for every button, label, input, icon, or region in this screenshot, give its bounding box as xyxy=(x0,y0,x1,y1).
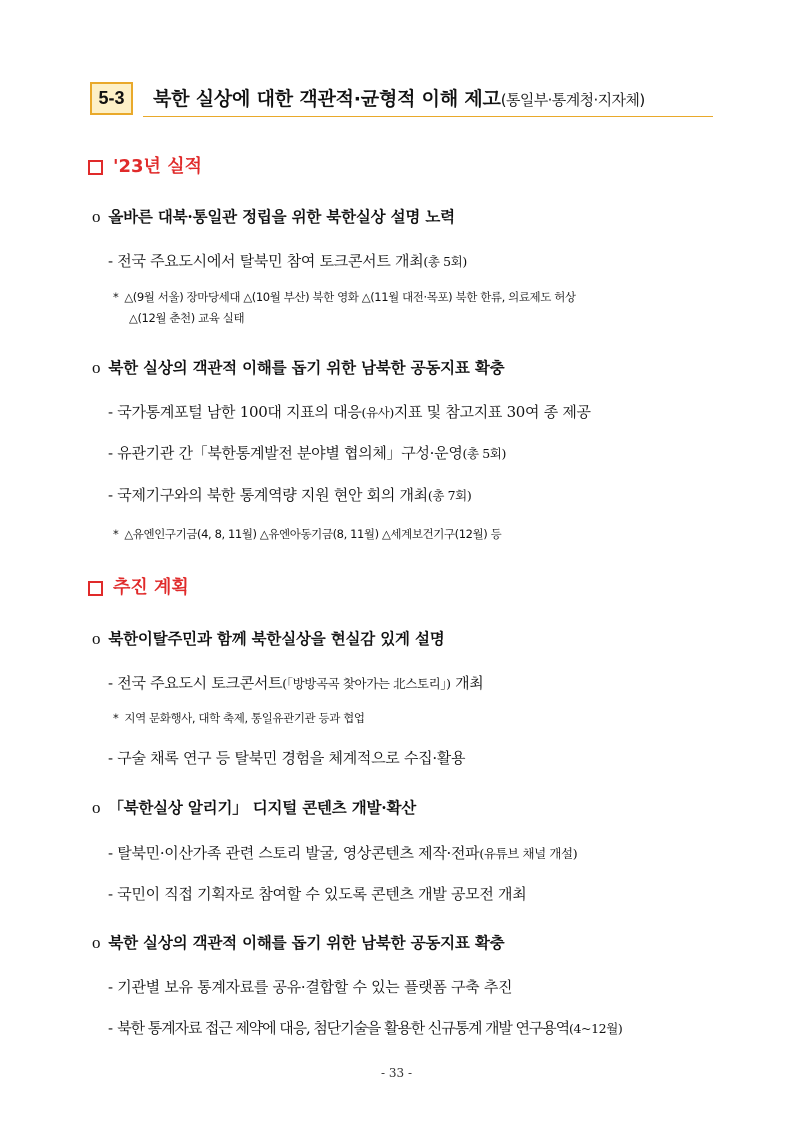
item-text: 북한 통계자료 접근 제약에 대응, 첨단기술을 활용한 신규통계 개발 연구용역 xyxy=(117,1019,570,1037)
footnote xyxy=(113,524,501,545)
footnote xyxy=(113,708,365,729)
item-text: 국민이 직접 기획자로 참여할 수 있도록 콘텐츠 개발 공모전 개최 xyxy=(117,885,527,903)
footnote-text: 지역 문화행사, 대학 축제, 통일유관기관 등과 협업 xyxy=(124,711,365,725)
item-inline-note: (유사) xyxy=(361,405,394,420)
dash-marker: - xyxy=(108,486,113,504)
bullet-text: 올바른 대북·통일관 정립을 위한 북한실상 설명 노력 xyxy=(108,207,455,226)
bullet-item xyxy=(92,355,504,381)
list-item xyxy=(108,974,512,1000)
list-item xyxy=(108,482,471,508)
item-text: 기관별 보유 통계자료를 공유·결합할 수 있는 플랫폼 구축 추진 xyxy=(117,978,513,996)
footnote-marker: * xyxy=(113,290,119,304)
bullet-item xyxy=(92,626,445,652)
item-text: 전국 주요도시 토크콘서트 xyxy=(117,674,283,692)
bullet-text: 북한이탈주민과 함께 북한실상을 현실감 있게 설명 xyxy=(108,629,445,648)
item-text: 지표 및 참고지표 30여 종 제공 xyxy=(393,403,591,421)
title-agencies: (통일부·통계청·지자체) xyxy=(500,91,645,109)
list-item xyxy=(108,399,591,425)
dash-marker: - xyxy=(108,1019,113,1037)
section-number-badge: 5-3 xyxy=(90,82,133,115)
item-inline-note: (「방방곡곡 찾아가는 北스토리」) xyxy=(282,676,451,691)
item-suffix: (총 5회) xyxy=(462,446,506,461)
header-divider xyxy=(143,116,713,117)
footnote-text: △(9월 서울) 장마당세대 △(10월 부산) 북한 영화 △(11월 대전·목포) 북한 한류, 의료제도 허상 xyxy=(124,290,576,304)
list-item xyxy=(108,440,506,466)
item-text: 구술 채록 연구 등 탈북민 경험을 체계적으로 수집·활용 xyxy=(117,749,466,767)
item-text: 개최 xyxy=(450,674,484,692)
dash-marker: - xyxy=(108,978,113,996)
list-item xyxy=(108,840,577,866)
footnote xyxy=(113,287,576,329)
page-number: - 33 - xyxy=(380,1066,412,1080)
item-text: 탈북민·이산가족 관련 스토리 발굴, 영상콘텐츠 제작·전파 xyxy=(117,844,480,862)
item-text: 국제기구와의 북한 통계역량 지원 현안 회의 개최 xyxy=(117,486,428,504)
footnote-marker: * xyxy=(113,527,119,541)
bullet-marker: o xyxy=(92,798,101,817)
footnote-text: △유엔인구기금(4, 8, 11월) △유엔아동기금(8, 11월) △세계보건기구(12월) 등 xyxy=(124,527,502,541)
list-item xyxy=(108,881,526,907)
bullet-item xyxy=(92,204,455,230)
item-suffix: (총 7회) xyxy=(427,488,472,503)
item-suffix: (유튜브 채널 개설) xyxy=(479,846,578,861)
dash-marker: - xyxy=(108,252,113,270)
dash-marker: - xyxy=(108,403,113,421)
bullet-text: 「북한실상 알리기」 디지털 콘텐츠 개발·확산 xyxy=(108,798,417,817)
section-heading-label: 추진 계획 xyxy=(113,577,189,598)
dash-marker: - xyxy=(108,444,113,462)
item-text: 전국 주요도시에서 탈북민 참여 토크콘서트 개최 xyxy=(117,252,424,270)
checkbox-icon xyxy=(88,581,103,596)
dash-marker: - xyxy=(108,674,113,692)
section-heading-label: '23년 실적 xyxy=(113,156,202,177)
dash-marker: - xyxy=(108,844,113,862)
dash-marker: - xyxy=(108,749,113,767)
bullet-text: 북한 실상의 객관적 이해를 돕기 위한 남북한 공동지표 확충 xyxy=(108,933,505,952)
footnote-marker: * xyxy=(113,711,119,725)
list-item xyxy=(108,670,483,696)
bullet-text: 북한 실상의 객관적 이해를 돕기 위한 남북한 공동지표 확충 xyxy=(108,358,505,377)
bullet-item xyxy=(92,930,504,956)
footnote-text: △(12월 춘천) 교육 실태 xyxy=(129,311,245,325)
section-heading-plan xyxy=(88,574,189,602)
item-suffix: (총 5회) xyxy=(423,254,467,269)
bullet-marker: o xyxy=(92,207,101,226)
item-suffix: (4~12월) xyxy=(569,1021,623,1036)
bullet-item xyxy=(92,795,416,821)
page-title xyxy=(153,84,733,114)
checkbox-icon xyxy=(88,160,103,175)
item-text: 국가통계포털 남한 100대 지표의 대응 xyxy=(117,403,362,421)
list-item xyxy=(108,1015,622,1041)
list-item xyxy=(108,745,465,771)
title-text: 북한 실상에 대한 객관적·균형적 이해 제고 xyxy=(153,88,501,110)
item-text: 유관기관 간「북한통계발전 분야별 협의체」구성·운영 xyxy=(117,444,463,462)
bullet-marker: o xyxy=(92,629,101,648)
list-item xyxy=(108,248,467,274)
bullet-marker: o xyxy=(92,933,101,952)
bullet-marker: o xyxy=(92,358,101,377)
section-heading-results xyxy=(88,153,202,181)
dash-marker: - xyxy=(108,885,113,903)
